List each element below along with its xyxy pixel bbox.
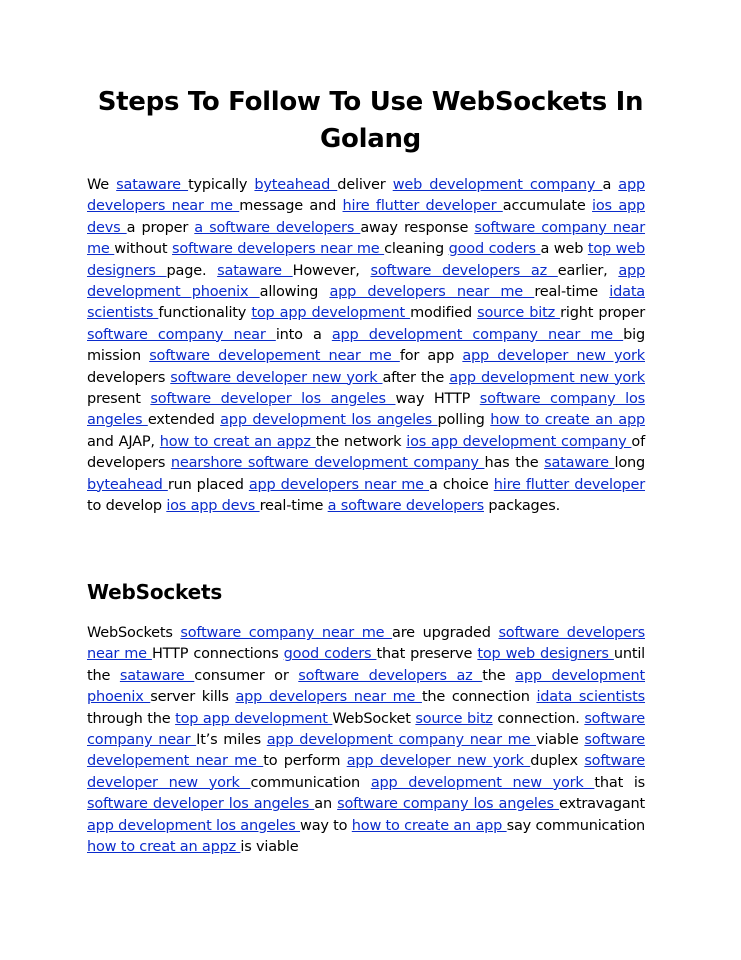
body-text: deliver [337, 177, 393, 193]
body-text: through the [87, 710, 176, 727]
body-text: WebSocket [332, 710, 416, 727]
inline-link[interactable]: good coders [448, 241, 541, 258]
body-text: It’s miles [196, 732, 267, 749]
body-text: server kills [150, 689, 236, 706]
inline-link[interactable]: how to create an app [351, 817, 507, 834]
inline-link[interactable]: software company los angeles [87, 391, 645, 429]
body-text: developers [87, 369, 171, 386]
body-text: modified [410, 305, 478, 322]
inline-link[interactable]: software developer los angeles [87, 796, 315, 813]
inline-link[interactable]: software developer new york [87, 753, 645, 791]
body-text: However, [292, 262, 371, 279]
body-text: way HTTP [395, 391, 480, 408]
body-text: functionality [158, 305, 252, 322]
body-text: run placed [167, 476, 249, 493]
body-text: to perform [263, 753, 347, 770]
inline-link[interactable]: source bitz [415, 710, 493, 727]
inline-link[interactable]: how to creat an appz [87, 839, 241, 856]
body-text: way to [300, 817, 352, 834]
body-text: is viable [240, 839, 299, 856]
body-text: allowing [259, 284, 330, 301]
body-text: real-time [259, 498, 328, 515]
body-text: cleaning [384, 241, 449, 258]
inline-link[interactable]: app development new york [370, 774, 595, 791]
page-title: Steps To Follow To Use WebSockets In Golang [97, 87, 644, 154]
inline-link[interactable]: app developers near me [235, 689, 422, 706]
inline-link[interactable]: top app development [251, 305, 411, 322]
body-text: earlier, [557, 262, 619, 279]
body-text: accumulate [502, 198, 593, 215]
body-text: are upgraded [392, 625, 499, 641]
inline-link[interactable]: software developers near me [172, 241, 385, 258]
body-text: that is [594, 774, 646, 791]
inline-link[interactable]: software developers near me [87, 625, 645, 663]
inline-link[interactable]: app development phoenix [87, 667, 646, 706]
body-text: right proper [560, 305, 645, 322]
body-text: message and [239, 198, 343, 215]
inline-link[interactable]: nearshore software development company [170, 455, 485, 472]
intro-paragraph [87, 175, 645, 518]
inline-link[interactable]: app development company near me [266, 732, 537, 749]
body-text: away response [360, 219, 475, 236]
inline-link[interactable]: how to create an app [490, 412, 645, 429]
body-text: duplex [530, 753, 585, 770]
inline-link[interactable]: ios app devs [166, 498, 260, 515]
inline-link[interactable]: ios app development company [406, 433, 632, 450]
body-text: communication [250, 774, 371, 791]
inline-link[interactable]: a software developers [327, 498, 484, 515]
inline-link[interactable]: hire flutter developer [342, 198, 503, 215]
inline-link[interactable]: web development company [392, 177, 603, 193]
body-text: that preserve [376, 646, 478, 663]
inline-link[interactable]: hire flutter developer [493, 476, 646, 493]
body-text: We [87, 177, 117, 193]
body-text: page. [166, 262, 218, 279]
body-text: long [614, 455, 646, 472]
inline-link[interactable]: app development los angeles [87, 817, 301, 834]
inline-link[interactable]: software developer los angeles [150, 391, 396, 408]
inline-link[interactable]: byteahead [254, 177, 338, 193]
body-text: of developers [87, 433, 645, 472]
body-text: present [87, 391, 151, 408]
body-text: big mission [87, 326, 645, 365]
inline-link[interactable]: software developers az [370, 262, 558, 279]
body-text: a choice [429, 476, 494, 493]
inline-link[interactable]: good coders [283, 646, 377, 663]
inline-link[interactable]: app developer new york [346, 753, 531, 770]
body-text: polling [437, 412, 491, 429]
section-heading: WebSockets [87, 580, 223, 604]
inline-link[interactable]: top web designers [87, 241, 645, 279]
websockets-paragraph [87, 623, 645, 858]
inline-link[interactable]: how to creat an appz [159, 433, 316, 450]
body-text: say communication [506, 817, 645, 834]
inline-link[interactable]: software company near me [87, 219, 646, 258]
inline-link[interactable]: software company near [87, 326, 276, 343]
body-text: the [482, 667, 516, 684]
body-text: connection. [492, 710, 585, 727]
body-text: for app [399, 348, 463, 365]
inline-link[interactable]: software developer new york [170, 369, 383, 386]
inline-link[interactable]: app developers near me [248, 476, 430, 493]
body-text: WebSockets [87, 625, 181, 641]
inline-link[interactable]: sataware [119, 667, 195, 684]
body-text: and AJAP, [87, 433, 160, 450]
inline-link[interactable]: ios app devs [87, 198, 646, 236]
inline-link[interactable]: sataware [116, 177, 189, 193]
inline-link[interactable]: app development company near me [331, 326, 624, 343]
body-text: a [602, 177, 619, 193]
inline-link[interactable]: app developers near me [87, 177, 645, 215]
inline-link[interactable]: app development phoenix [87, 262, 646, 301]
body-text: without [114, 241, 173, 258]
inline-link[interactable]: source bitz [477, 305, 561, 322]
body-text: the network [315, 433, 407, 450]
inline-link[interactable]: idata scientists [536, 689, 646, 706]
inline-link[interactable]: app developers near me [329, 284, 535, 301]
body-text: to develop [87, 498, 167, 515]
body-text: packages. [484, 498, 560, 515]
inline-link[interactable]: byteahead [87, 476, 168, 493]
body-text: HTTP connections [151, 646, 284, 663]
inline-link[interactable]: software developement near me [149, 348, 400, 365]
inline-link[interactable]: app development new york [449, 369, 645, 386]
inline-link[interactable]: software company near [87, 710, 645, 749]
body-text: a web [540, 241, 588, 258]
inline-link[interactable]: top web designers [477, 646, 614, 663]
inline-link[interactable]: sataware [217, 262, 293, 279]
inline-link[interactable]: software company near me [180, 625, 393, 641]
body-text: into a [275, 326, 332, 343]
body-text: real-time [534, 284, 610, 301]
body-text: a proper [126, 219, 195, 236]
body-text: typically [188, 177, 255, 193]
inline-link[interactable]: top app development [175, 710, 333, 727]
body-text: after the [382, 369, 450, 386]
inline-link[interactable]: software developers az [298, 667, 483, 684]
body-text: extravagant [558, 796, 645, 813]
inline-link[interactable]: software company los angeles [337, 796, 559, 813]
inline-link[interactable]: software developement near me [87, 732, 646, 770]
body-text: the connection [421, 689, 537, 706]
inline-link[interactable]: app developer new york [462, 348, 645, 365]
body-text: until the [87, 646, 645, 684]
body-text: an [314, 796, 338, 813]
body-text: viable [536, 732, 585, 749]
inline-link[interactable]: app development los angeles [220, 412, 438, 429]
body-text: extended [147, 412, 221, 429]
body-text: has the [484, 455, 545, 472]
inline-link[interactable]: sataware [544, 455, 615, 472]
body-text: consumer or [194, 667, 299, 684]
inline-link[interactable]: idata scientists [87, 284, 645, 322]
inline-link[interactable]: a software developers [194, 219, 361, 236]
